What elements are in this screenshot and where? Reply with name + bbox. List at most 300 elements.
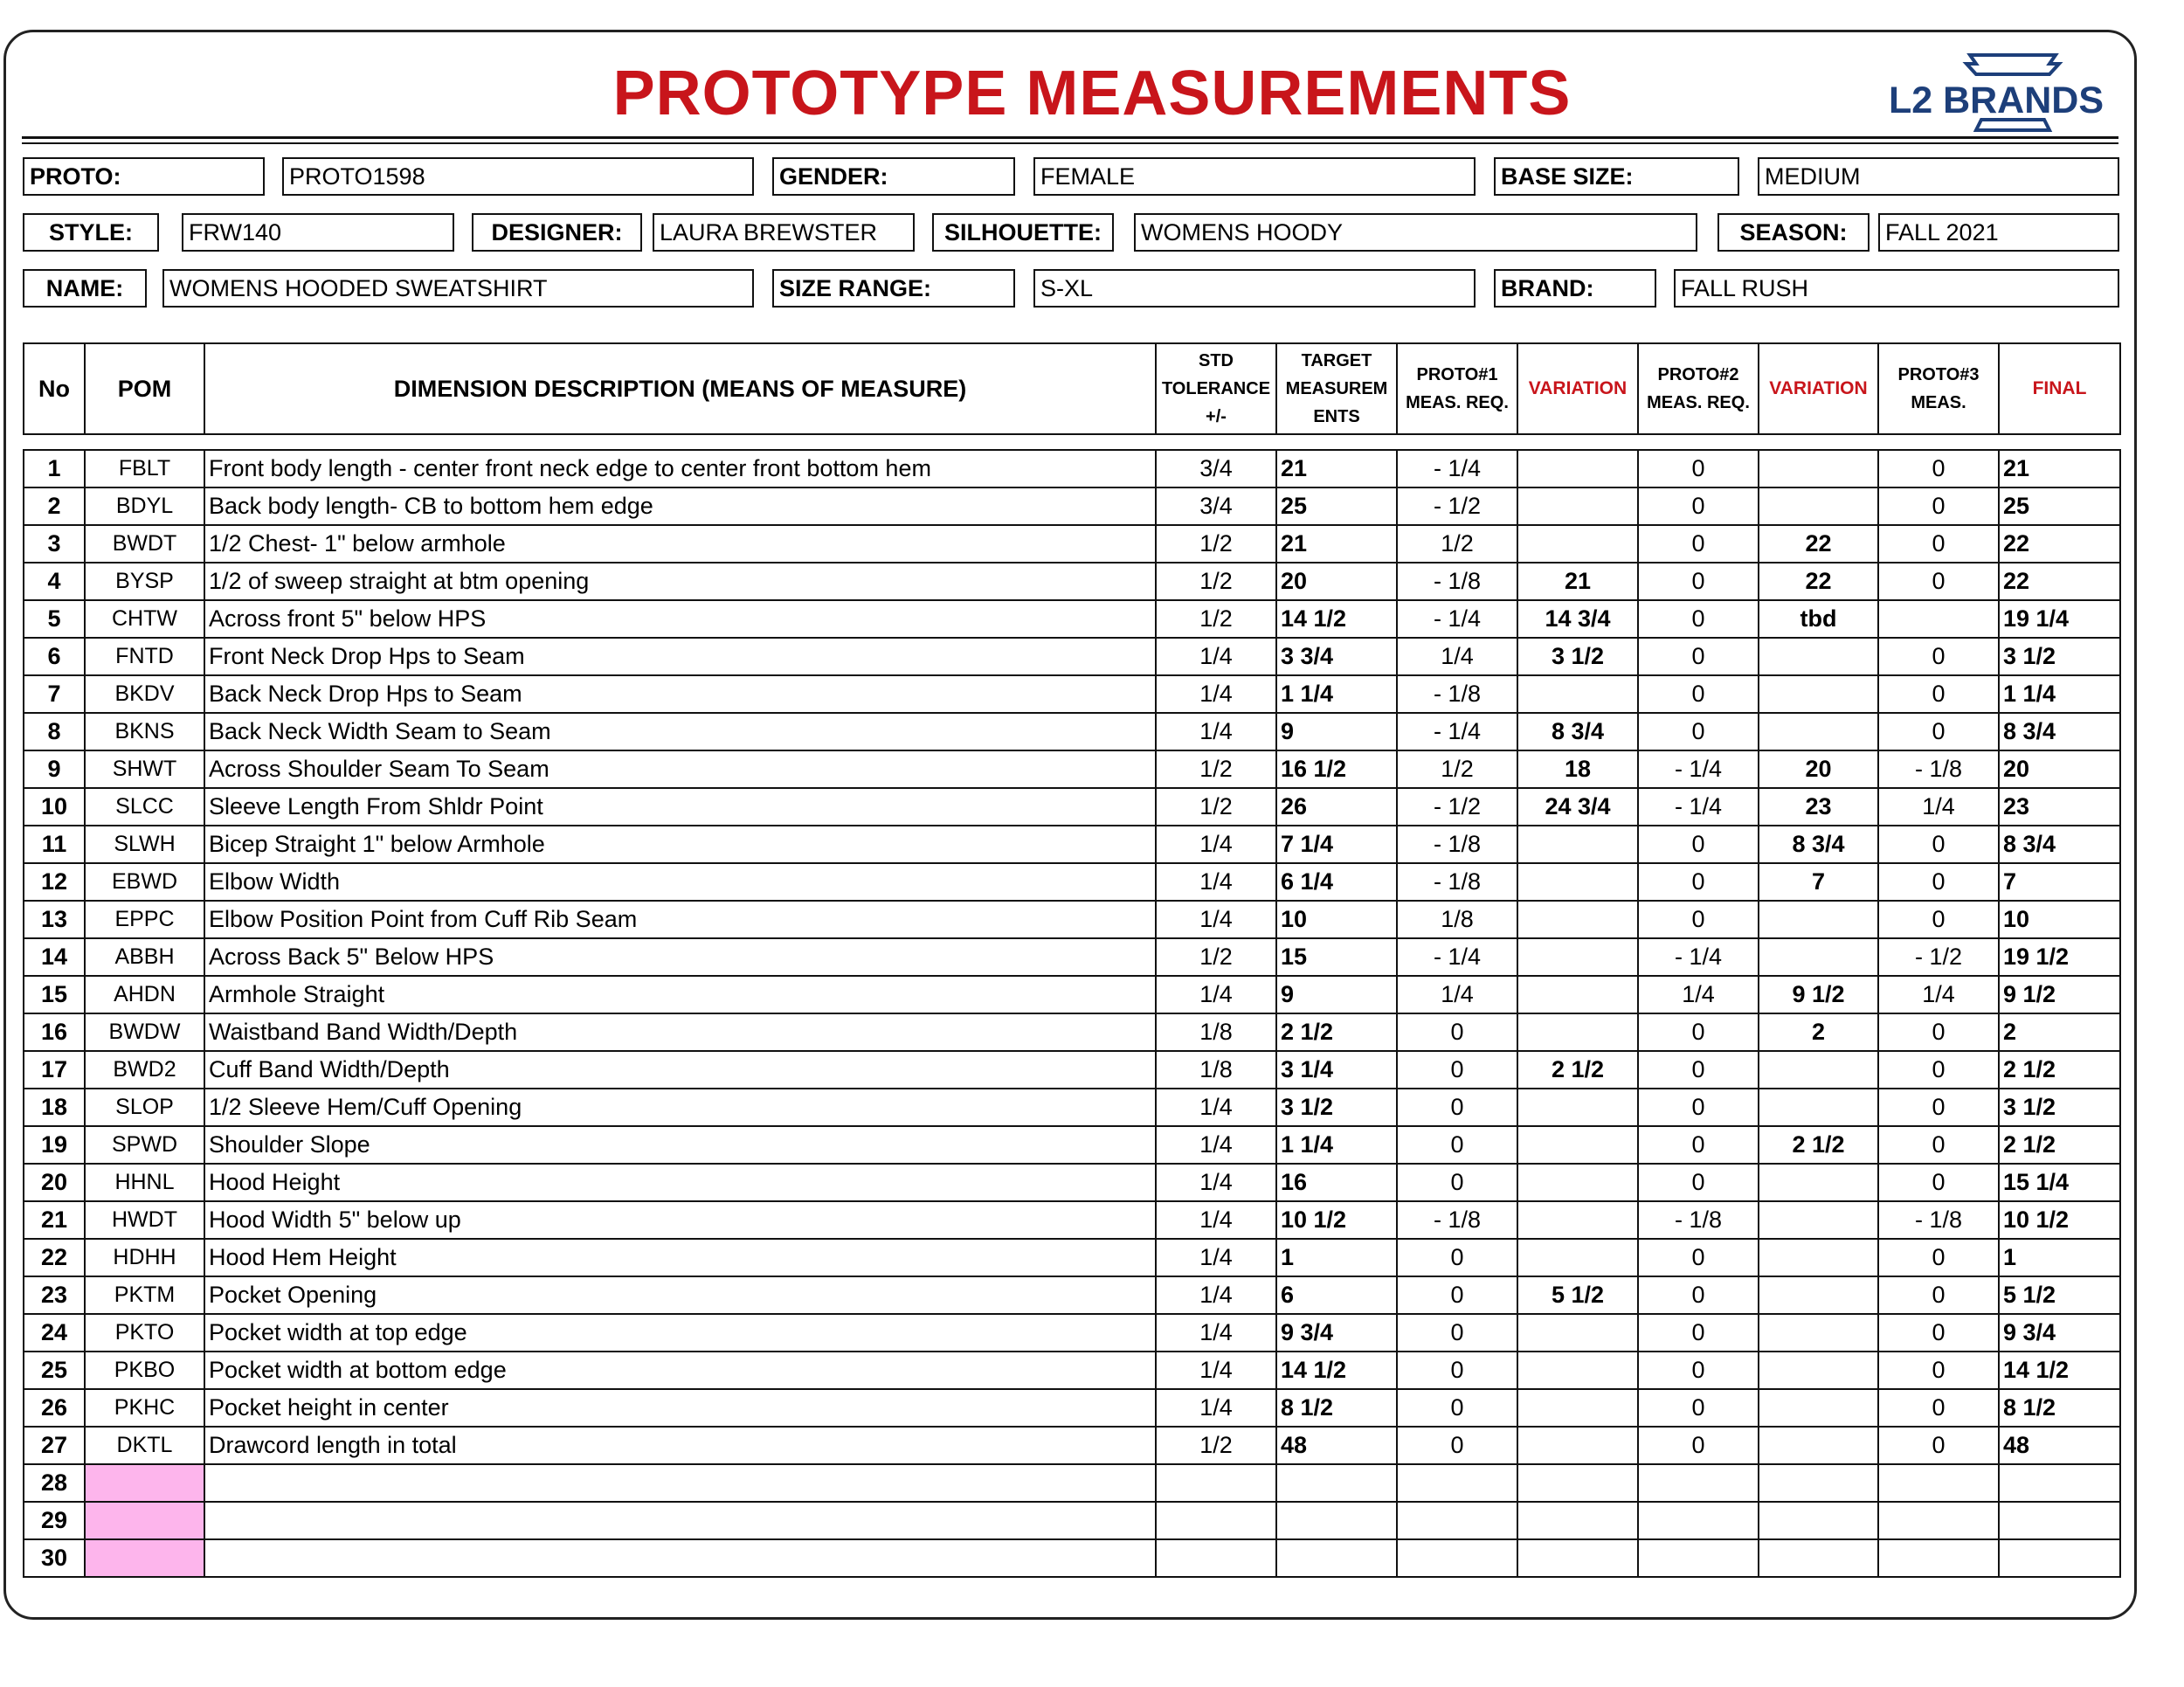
variation1[interactable]: [1517, 675, 1638, 713]
variation1[interactable]: [1517, 1464, 1638, 1502]
dimension-description[interactable]: Across Back 5" Below HPS: [204, 938, 1156, 976]
proto3-meas[interactable]: 0: [1878, 1427, 1999, 1464]
proto2-meas[interactable]: 0: [1638, 863, 1759, 901]
variation1[interactable]: [1517, 1239, 1638, 1276]
proto3-meas[interactable]: 0: [1878, 525, 1999, 563]
dimension-description[interactable]: Front body length - center front neck edge to center front bottom hem: [204, 450, 1156, 487]
pom-code[interactable]: FNTD: [85, 638, 204, 675]
proto2-meas[interactable]: 0: [1638, 1314, 1759, 1352]
proto1-meas[interactable]: - 1/8: [1397, 1201, 1517, 1239]
variation1[interactable]: [1517, 1013, 1638, 1051]
final-measurement[interactable]: 25: [1999, 487, 2120, 525]
final-measurement[interactable]: 8 3/4: [1999, 713, 2120, 750]
proto1-meas[interactable]: - 1/8: [1397, 563, 1517, 600]
base-size-field[interactable]: MEDIUM: [1758, 157, 2119, 196]
final-measurement[interactable]: 10: [1999, 901, 2120, 938]
dimension-description[interactable]: Pocket width at top edge: [204, 1314, 1156, 1352]
dimension-description[interactable]: [204, 1502, 1156, 1539]
proto3-meas[interactable]: 0: [1878, 713, 1999, 750]
final-measurement[interactable]: 8 3/4: [1999, 826, 2120, 863]
final-measurement[interactable]: 8 1/2: [1999, 1389, 2120, 1427]
final-measurement[interactable]: 21: [1999, 450, 2120, 487]
proto1-meas[interactable]: - 1/4: [1397, 600, 1517, 638]
target-measurement[interactable]: 8 1/2: [1276, 1389, 1397, 1427]
std-tolerance[interactable]: 1/4: [1156, 1201, 1276, 1239]
target-measurement[interactable]: 3 3/4: [1276, 638, 1397, 675]
std-tolerance[interactable]: 1/4: [1156, 1276, 1276, 1314]
proto2-meas[interactable]: 0: [1638, 450, 1759, 487]
target-measurement[interactable]: 14 1/2: [1276, 600, 1397, 638]
size-range-field[interactable]: S-XL: [1033, 269, 1476, 308]
target-measurement[interactable]: 20: [1276, 563, 1397, 600]
proto1-meas[interactable]: 0: [1397, 1164, 1517, 1201]
proto2-meas[interactable]: 0: [1638, 675, 1759, 713]
final-measurement[interactable]: 1: [1999, 1239, 2120, 1276]
proto1-meas[interactable]: - 1/8: [1397, 675, 1517, 713]
pom-code[interactable]: CHTW: [85, 600, 204, 638]
target-measurement[interactable]: 3 1/2: [1276, 1089, 1397, 1126]
proto1-meas[interactable]: 0: [1397, 1126, 1517, 1164]
proto1-meas[interactable]: 0: [1397, 1089, 1517, 1126]
variation2[interactable]: [1759, 638, 1878, 675]
variation1[interactable]: [1517, 826, 1638, 863]
variation1[interactable]: 8 3/4: [1517, 713, 1638, 750]
final-measurement[interactable]: 22: [1999, 525, 2120, 563]
proto2-meas[interactable]: [1638, 1464, 1759, 1502]
brand-field[interactable]: FALL RUSH: [1674, 269, 2119, 308]
std-tolerance[interactable]: 3/4: [1156, 450, 1276, 487]
pom-code[interactable]: FBLT: [85, 450, 204, 487]
silhouette-field[interactable]: WOMENS HOODY: [1134, 213, 1697, 252]
variation2[interactable]: [1759, 1239, 1878, 1276]
proto2-meas[interactable]: 0: [1638, 525, 1759, 563]
proto1-meas[interactable]: 0: [1397, 1239, 1517, 1276]
std-tolerance[interactable]: 1/4: [1156, 638, 1276, 675]
dimension-description[interactable]: Hood Hem Height: [204, 1239, 1156, 1276]
variation2[interactable]: [1759, 1314, 1878, 1352]
variation2[interactable]: [1759, 1502, 1878, 1539]
target-measurement[interactable]: 26: [1276, 788, 1397, 826]
proto2-meas[interactable]: 0: [1638, 1126, 1759, 1164]
proto2-meas[interactable]: 0: [1638, 1051, 1759, 1089]
pom-code[interactable]: [85, 1464, 204, 1502]
variation2[interactable]: 9 1/2: [1759, 976, 1878, 1013]
final-measurement[interactable]: 3 1/2: [1999, 1089, 2120, 1126]
pom-code[interactable]: BKNS: [85, 713, 204, 750]
final-measurement[interactable]: 1 1/4: [1999, 675, 2120, 713]
final-measurement[interactable]: 3 1/2: [1999, 638, 2120, 675]
dimension-description[interactable]: Shoulder Slope: [204, 1126, 1156, 1164]
std-tolerance[interactable]: [1156, 1539, 1276, 1577]
proto2-meas[interactable]: 1/4: [1638, 976, 1759, 1013]
variation1[interactable]: 24 3/4: [1517, 788, 1638, 826]
variation2[interactable]: [1759, 487, 1878, 525]
pom-code[interactable]: BDYL: [85, 487, 204, 525]
dimension-description[interactable]: [204, 1539, 1156, 1577]
proto1-meas[interactable]: - 1/2: [1397, 487, 1517, 525]
proto2-meas[interactable]: 0: [1638, 1352, 1759, 1389]
target-measurement[interactable]: [1276, 1502, 1397, 1539]
std-tolerance[interactable]: 1/2: [1156, 938, 1276, 976]
proto1-meas[interactable]: 1/2: [1397, 750, 1517, 788]
proto3-meas[interactable]: [1878, 1464, 1999, 1502]
variation2[interactable]: tbd: [1759, 600, 1878, 638]
variation1[interactable]: [1517, 487, 1638, 525]
variation2[interactable]: [1759, 1427, 1878, 1464]
pom-code[interactable]: BWDW: [85, 1013, 204, 1051]
pom-code[interactable]: [85, 1539, 204, 1577]
proto1-meas[interactable]: 0: [1397, 1427, 1517, 1464]
dimension-description[interactable]: Pocket Opening: [204, 1276, 1156, 1314]
proto1-meas[interactable]: 1/4: [1397, 638, 1517, 675]
std-tolerance[interactable]: 1/4: [1156, 826, 1276, 863]
dimension-description[interactable]: Back Neck Drop Hps to Seam: [204, 675, 1156, 713]
proto3-meas[interactable]: 0: [1878, 675, 1999, 713]
std-tolerance[interactable]: 1/2: [1156, 788, 1276, 826]
pom-code[interactable]: BKDV: [85, 675, 204, 713]
proto2-meas[interactable]: 0: [1638, 1013, 1759, 1051]
proto-field[interactable]: PROTO1598: [282, 157, 754, 196]
proto2-meas[interactable]: 0: [1638, 563, 1759, 600]
proto3-meas[interactable]: 0: [1878, 1239, 1999, 1276]
variation1[interactable]: [1517, 863, 1638, 901]
std-tolerance[interactable]: [1156, 1502, 1276, 1539]
std-tolerance[interactable]: 1/2: [1156, 563, 1276, 600]
proto1-meas[interactable]: 0: [1397, 1314, 1517, 1352]
proto3-meas[interactable]: - 1/8: [1878, 1201, 1999, 1239]
target-measurement[interactable]: 7 1/4: [1276, 826, 1397, 863]
proto1-meas[interactable]: [1397, 1539, 1517, 1577]
final-measurement[interactable]: 20: [1999, 750, 2120, 788]
final-measurement[interactable]: 2: [1999, 1013, 2120, 1051]
variation1[interactable]: 21: [1517, 563, 1638, 600]
target-measurement[interactable]: 9: [1276, 976, 1397, 1013]
proto1-meas[interactable]: 1/8: [1397, 901, 1517, 938]
proto1-meas[interactable]: - 1/8: [1397, 863, 1517, 901]
proto1-meas[interactable]: 1/4: [1397, 976, 1517, 1013]
variation1[interactable]: [1517, 1427, 1638, 1464]
target-measurement[interactable]: 9 3/4: [1276, 1314, 1397, 1352]
variation1[interactable]: [1517, 525, 1638, 563]
proto3-meas[interactable]: 0: [1878, 826, 1999, 863]
variation1[interactable]: [1517, 1201, 1638, 1239]
std-tolerance[interactable]: 1/8: [1156, 1013, 1276, 1051]
variation2[interactable]: [1759, 938, 1878, 976]
variation2[interactable]: 23: [1759, 788, 1878, 826]
pom-code[interactable]: [85, 1502, 204, 1539]
proto2-meas[interactable]: 0: [1638, 1089, 1759, 1126]
dimension-description[interactable]: 1/2 Sleeve Hem/Cuff Opening: [204, 1089, 1156, 1126]
proto3-meas[interactable]: - 1/8: [1878, 750, 1999, 788]
dimension-description[interactable]: Elbow Position Point from Cuff Rib Seam: [204, 901, 1156, 938]
dimension-description[interactable]: Sleeve Length From Shldr Point: [204, 788, 1156, 826]
target-measurement[interactable]: 16: [1276, 1164, 1397, 1201]
target-measurement[interactable]: 48: [1276, 1427, 1397, 1464]
proto2-meas[interactable]: [1638, 1502, 1759, 1539]
dimension-description[interactable]: Back body length- CB to bottom hem edge: [204, 487, 1156, 525]
proto3-meas[interactable]: 0: [1878, 1276, 1999, 1314]
std-tolerance[interactable]: [1156, 1464, 1276, 1502]
designer-field[interactable]: LAURA BREWSTER: [653, 213, 915, 252]
proto2-meas[interactable]: 0: [1638, 487, 1759, 525]
variation2[interactable]: [1759, 1089, 1878, 1126]
proto2-meas[interactable]: - 1/4: [1638, 750, 1759, 788]
proto3-meas[interactable]: 1/4: [1878, 788, 1999, 826]
target-measurement[interactable]: 25: [1276, 487, 1397, 525]
target-measurement[interactable]: 10: [1276, 901, 1397, 938]
proto3-meas[interactable]: 0: [1878, 901, 1999, 938]
proto3-meas[interactable]: 1/4: [1878, 976, 1999, 1013]
variation1[interactable]: [1517, 1126, 1638, 1164]
proto3-meas[interactable]: [1878, 600, 1999, 638]
final-measurement[interactable]: 9 3/4: [1999, 1314, 2120, 1352]
proto3-meas[interactable]: 0: [1878, 1352, 1999, 1389]
pom-code[interactable]: PKHC: [85, 1389, 204, 1427]
variation1[interactable]: [1517, 1352, 1638, 1389]
pom-code[interactable]: PKTM: [85, 1276, 204, 1314]
variation1[interactable]: 14 3/4: [1517, 600, 1638, 638]
dimension-description[interactable]: Pocket height in center: [204, 1389, 1156, 1427]
target-measurement[interactable]: 3 1/4: [1276, 1051, 1397, 1089]
std-tolerance[interactable]: 1/2: [1156, 750, 1276, 788]
variation2[interactable]: 8 3/4: [1759, 826, 1878, 863]
variation2[interactable]: 7: [1759, 863, 1878, 901]
proto1-meas[interactable]: 0: [1397, 1013, 1517, 1051]
variation1[interactable]: [1517, 1502, 1638, 1539]
gender-field[interactable]: FEMALE: [1033, 157, 1476, 196]
variation2[interactable]: 2: [1759, 1013, 1878, 1051]
pom-code[interactable]: HHNL: [85, 1164, 204, 1201]
proto1-meas[interactable]: 0: [1397, 1352, 1517, 1389]
variation2[interactable]: [1759, 450, 1878, 487]
style-field[interactable]: FRW140: [182, 213, 454, 252]
proto1-meas[interactable]: - 1/4: [1397, 713, 1517, 750]
proto1-meas[interactable]: - 1/2: [1397, 788, 1517, 826]
target-measurement[interactable]: 6: [1276, 1276, 1397, 1314]
final-measurement[interactable]: 14 1/2: [1999, 1352, 2120, 1389]
target-measurement[interactable]: 10 1/2: [1276, 1201, 1397, 1239]
proto2-meas[interactable]: 0: [1638, 638, 1759, 675]
target-measurement[interactable]: 16 1/2: [1276, 750, 1397, 788]
variation1[interactable]: [1517, 938, 1638, 976]
std-tolerance[interactable]: 1/4: [1156, 1239, 1276, 1276]
std-tolerance[interactable]: 1/4: [1156, 1164, 1276, 1201]
proto1-meas[interactable]: 0: [1397, 1389, 1517, 1427]
final-measurement[interactable]: 2 1/2: [1999, 1051, 2120, 1089]
name-field[interactable]: WOMENS HOODED SWEATSHIRT: [162, 269, 754, 308]
std-tolerance[interactable]: 1/4: [1156, 1126, 1276, 1164]
std-tolerance[interactable]: 1/2: [1156, 525, 1276, 563]
proto3-meas[interactable]: 0: [1878, 487, 1999, 525]
std-tolerance[interactable]: 1/4: [1156, 1352, 1276, 1389]
final-measurement[interactable]: 48: [1999, 1427, 2120, 1464]
proto2-meas[interactable]: 0: [1638, 1276, 1759, 1314]
proto2-meas[interactable]: 0: [1638, 713, 1759, 750]
pom-code[interactable]: SPWD: [85, 1126, 204, 1164]
proto2-meas[interactable]: - 1/4: [1638, 788, 1759, 826]
proto2-meas[interactable]: 0: [1638, 1427, 1759, 1464]
proto3-meas[interactable]: 0: [1878, 563, 1999, 600]
pom-code[interactable]: SLCC: [85, 788, 204, 826]
target-measurement[interactable]: 14 1/2: [1276, 1352, 1397, 1389]
std-tolerance[interactable]: 1/8: [1156, 1051, 1276, 1089]
proto2-meas[interactable]: 0: [1638, 901, 1759, 938]
std-tolerance[interactable]: 1/2: [1156, 1427, 1276, 1464]
pom-code[interactable]: SLWH: [85, 826, 204, 863]
proto3-meas[interactable]: 0: [1878, 1013, 1999, 1051]
proto2-meas[interactable]: [1638, 1539, 1759, 1577]
variation2[interactable]: [1759, 1051, 1878, 1089]
proto1-meas[interactable]: 0: [1397, 1051, 1517, 1089]
dimension-description[interactable]: Across Shoulder Seam To Seam: [204, 750, 1156, 788]
target-measurement[interactable]: 6 1/4: [1276, 863, 1397, 901]
pom-code[interactable]: HWDT: [85, 1201, 204, 1239]
proto2-meas[interactable]: 0: [1638, 1389, 1759, 1427]
variation1[interactable]: [1517, 976, 1638, 1013]
final-measurement[interactable]: [1999, 1464, 2120, 1502]
std-tolerance[interactable]: 1/4: [1156, 1314, 1276, 1352]
variation2[interactable]: [1759, 1539, 1878, 1577]
variation1[interactable]: 3 1/2: [1517, 638, 1638, 675]
pom-code[interactable]: ABBH: [85, 938, 204, 976]
proto2-meas[interactable]: - 1/4: [1638, 938, 1759, 976]
final-measurement[interactable]: 5 1/2: [1999, 1276, 2120, 1314]
proto1-meas[interactable]: 0: [1397, 1276, 1517, 1314]
final-measurement[interactable]: 19 1/2: [1999, 938, 2120, 976]
dimension-description[interactable]: Across front 5" below HPS: [204, 600, 1156, 638]
final-measurement[interactable]: 9 1/2: [1999, 976, 2120, 1013]
proto2-meas[interactable]: 0: [1638, 826, 1759, 863]
dimension-description[interactable]: Bicep Straight 1" below Armhole: [204, 826, 1156, 863]
target-measurement[interactable]: 9: [1276, 713, 1397, 750]
variation2[interactable]: [1759, 1201, 1878, 1239]
proto2-meas[interactable]: 0: [1638, 600, 1759, 638]
final-measurement[interactable]: 23: [1999, 788, 2120, 826]
dimension-description[interactable]: 1/2 of sweep straight at btm opening: [204, 563, 1156, 600]
pom-code[interactable]: EBWD: [85, 863, 204, 901]
variation1[interactable]: [1517, 1389, 1638, 1427]
proto1-meas[interactable]: 1/2: [1397, 525, 1517, 563]
variation2[interactable]: [1759, 1352, 1878, 1389]
variation1[interactable]: 5 1/2: [1517, 1276, 1638, 1314]
variation1[interactable]: [1517, 1539, 1638, 1577]
variation2[interactable]: 20: [1759, 750, 1878, 788]
pom-code[interactable]: EPPC: [85, 901, 204, 938]
std-tolerance[interactable]: 1/4: [1156, 675, 1276, 713]
variation2[interactable]: [1759, 1276, 1878, 1314]
target-measurement[interactable]: 21: [1276, 525, 1397, 563]
target-measurement[interactable]: [1276, 1464, 1397, 1502]
std-tolerance[interactable]: 1/4: [1156, 1089, 1276, 1126]
proto3-meas[interactable]: 0: [1878, 1314, 1999, 1352]
dimension-description[interactable]: [204, 1464, 1156, 1502]
dimension-description[interactable]: Drawcord length in total: [204, 1427, 1156, 1464]
dimension-description[interactable]: Armhole Straight: [204, 976, 1156, 1013]
pom-code[interactable]: BYSP: [85, 563, 204, 600]
variation2[interactable]: [1759, 901, 1878, 938]
proto3-meas[interactable]: 0: [1878, 638, 1999, 675]
final-measurement[interactable]: 2 1/2: [1999, 1126, 2120, 1164]
variation1[interactable]: [1517, 450, 1638, 487]
pom-code[interactable]: PKTO: [85, 1314, 204, 1352]
proto3-meas[interactable]: [1878, 1539, 1999, 1577]
variation1[interactable]: [1517, 1164, 1638, 1201]
proto2-meas[interactable]: 0: [1638, 1239, 1759, 1276]
proto2-meas[interactable]: - 1/8: [1638, 1201, 1759, 1239]
proto1-meas[interactable]: - 1/4: [1397, 450, 1517, 487]
variation2[interactable]: 2 1/2: [1759, 1126, 1878, 1164]
target-measurement[interactable]: 15: [1276, 938, 1397, 976]
proto3-meas[interactable]: - 1/2: [1878, 938, 1999, 976]
season-field[interactable]: FALL 2021: [1878, 213, 2119, 252]
variation2[interactable]: [1759, 675, 1878, 713]
dimension-description[interactable]: Hood Height: [204, 1164, 1156, 1201]
pom-code[interactable]: AHDN: [85, 976, 204, 1013]
target-measurement[interactable]: 1: [1276, 1239, 1397, 1276]
final-measurement[interactable]: 22: [1999, 563, 2120, 600]
pom-code[interactable]: BWDT: [85, 525, 204, 563]
pom-code[interactable]: BWD2: [85, 1051, 204, 1089]
std-tolerance[interactable]: 3/4: [1156, 487, 1276, 525]
dimension-description[interactable]: Front Neck Drop Hps to Seam: [204, 638, 1156, 675]
pom-code[interactable]: HDHH: [85, 1239, 204, 1276]
variation2[interactable]: [1759, 1464, 1878, 1502]
proto3-meas[interactable]: 0: [1878, 1164, 1999, 1201]
variation2[interactable]: [1759, 713, 1878, 750]
final-measurement[interactable]: 19 1/4: [1999, 600, 2120, 638]
proto3-meas[interactable]: 0: [1878, 863, 1999, 901]
dimension-description[interactable]: Pocket width at bottom edge: [204, 1352, 1156, 1389]
dimension-description[interactable]: Hood Width 5" below up: [204, 1201, 1156, 1239]
variation1[interactable]: 18: [1517, 750, 1638, 788]
variation1[interactable]: [1517, 1089, 1638, 1126]
variation1[interactable]: 2 1/2: [1517, 1051, 1638, 1089]
proto1-meas[interactable]: - 1/8: [1397, 826, 1517, 863]
variation2[interactable]: 22: [1759, 525, 1878, 563]
proto3-meas[interactable]: 0: [1878, 1051, 1999, 1089]
final-measurement[interactable]: 10 1/2: [1999, 1201, 2120, 1239]
std-tolerance[interactable]: 1/4: [1156, 1389, 1276, 1427]
dimension-description[interactable]: Waistband Band Width/Depth: [204, 1013, 1156, 1051]
proto2-meas[interactable]: 0: [1638, 1164, 1759, 1201]
proto3-meas[interactable]: [1878, 1502, 1999, 1539]
dimension-description[interactable]: 1/2 Chest- 1" below armhole: [204, 525, 1156, 563]
pom-code[interactable]: PKBO: [85, 1352, 204, 1389]
target-measurement[interactable]: 2 1/2: [1276, 1013, 1397, 1051]
dimension-description[interactable]: Cuff Band Width/Depth: [204, 1051, 1156, 1089]
final-measurement[interactable]: 7: [1999, 863, 2120, 901]
target-measurement[interactable]: 1 1/4: [1276, 1126, 1397, 1164]
proto1-meas[interactable]: [1397, 1502, 1517, 1539]
variation2[interactable]: 22: [1759, 563, 1878, 600]
proto1-meas[interactable]: - 1/4: [1397, 938, 1517, 976]
final-measurement[interactable]: [1999, 1502, 2120, 1539]
proto1-meas[interactable]: [1397, 1464, 1517, 1502]
pom-code[interactable]: DKTL: [85, 1427, 204, 1464]
proto3-meas[interactable]: 0: [1878, 1389, 1999, 1427]
pom-code[interactable]: SLOP: [85, 1089, 204, 1126]
final-measurement[interactable]: 15 1/4: [1999, 1164, 2120, 1201]
variation2[interactable]: [1759, 1389, 1878, 1427]
target-measurement[interactable]: 21: [1276, 450, 1397, 487]
target-measurement[interactable]: [1276, 1539, 1397, 1577]
proto3-meas[interactable]: 0: [1878, 450, 1999, 487]
proto3-meas[interactable]: 0: [1878, 1126, 1999, 1164]
pom-code[interactable]: SHWT: [85, 750, 204, 788]
std-tolerance[interactable]: 1/4: [1156, 901, 1276, 938]
variation1[interactable]: [1517, 1314, 1638, 1352]
target-measurement[interactable]: 1 1/4: [1276, 675, 1397, 713]
